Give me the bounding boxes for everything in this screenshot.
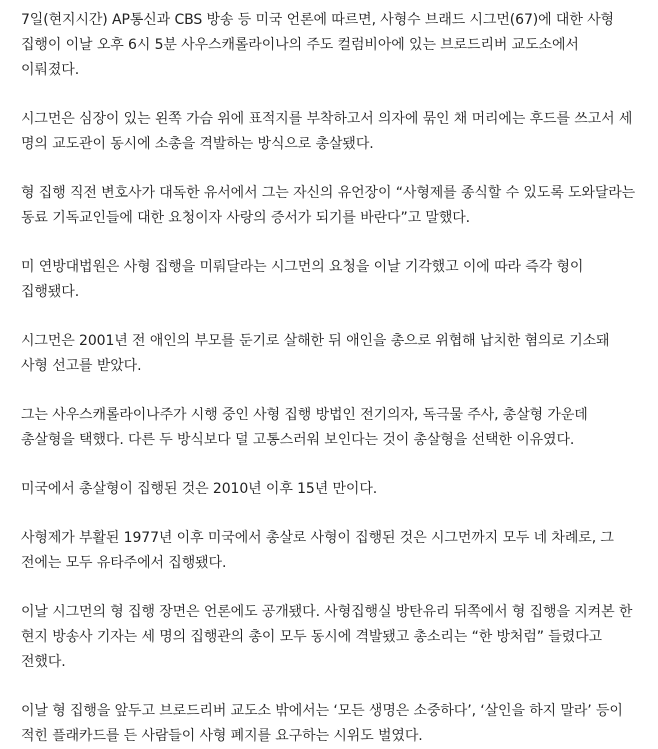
article-paragraph: 시그먼은 심장이 있는 왼쪽 가슴 위에 표적지를 부착하고서 의자에 묶인 채 머리에는 후드를 쓰고서 세 명의 교도관이 동시에 소총을 격발하는 방식으로 총살됐다. [21,111,633,152]
article-paragraph: 사형제가 부활된 1977년 이후 미국에서 총살로 사형이 집행된 것은 시그먼까지 모두 네 차례로, 그 전에는 모두 유타주에서 집행됐다. [21,530,614,571]
article-paragraph: 이날 시그먼의 형 집행 장면은 언론에도 공개됐다. 사형집행실 방탄유리 뒤쪽에서 형 집행을 지켜본 한 현지 방송사 기자는 세 명의 집행관의 총이 모두 동시에 격발됐고 총소리는 “한 방처럼” 들렸다고 전했다. [21,604,633,670]
article-paragraph: 이날 형 집행을 앞두고 브로드리버 교도소 밖에서는 ‘모든 생명은 소중하다’, ‘살인을 하지 말라’ 등이 적힌 플래카드를 든 사람들이 사형 폐지를 요구하는 시위도 벌였다. [21,703,623,744]
article-paragraph: 그는 사우스캐롤라이나주가 시행 중인 사형 집행 방법인 전기의자, 독극물 주사, 총살형 가운데 총살형을 택했다. 다른 두 방식보다 덜 고통스러워 보인다는 것이 총살형을 선택한 이유였다. [21,407,588,448]
article-paragraph: 형 집행 직전 변호사가 대독한 유서에서 그는 자신의 유언장이 “사형제를 종식할 수 있도록 도와달라는 동료 기독교인들에 대한 요청이자 사랑의 증서가 되기를 바란다”고 말했다. [21,185,636,226]
article-paragraph: 시그먼은 2001년 전 애인의 부모를 둔기로 살해한 뒤 애인을 총으로 위협해 납치한 혐의로 기소돼 사형 선고를 받았다. [21,333,610,374]
article-paragraph: 미국에서 총살형이 집행된 것은 2010년 이후 15년 만이다. [21,481,378,497]
article-paragraph: 7일(현지시간) AP통신과 CBS 방송 등 미국 언론에 따르면, 사형수 브래드 시그먼(67)에 대한 사형 집행이 이날 오후 6시 5분 사우스캐롤라이나의 주도 컬럼비아에 있는 브로드리버 교도소에서 이뤄졌다. [21,12,614,78]
article-paragraph: 미 연방대법원은 사형 집행을 미뤄달라는 시그먼의 요청을 이날 기각했고 이에 따라 즉각 형이 집행됐다. [21,259,584,300]
